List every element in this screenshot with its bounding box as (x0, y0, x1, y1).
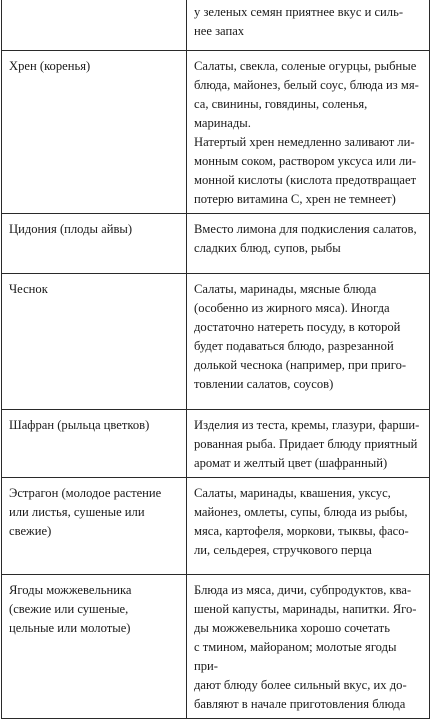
spice-name-cell: Цидония (плоды айвы) (2, 214, 187, 274)
spice-usage-cell: Салаты, свекла, соленые огурцы, рыбные блюда, майонез, белый соус, блюда из мя- са, свинины, говядины, соленья, маринады. Натертый хрен немедленно заливают ли- монным соком, раствором уксуса или ли- монной кислоты (кислота предотвращает потерю витамина С, хрен не темнеет) (187, 51, 430, 214)
spice-usage-cell: Салаты, маринады, квашения, уксус, майонез, омлеты, супы, блюда из рыбы, мяса, картофеля, моркови, тыквы, фасо- ли, сельдерея, стручкового перца (187, 478, 430, 575)
spice-name-cell (2, 0, 187, 51)
spice-name-cell: Хрен (коренья) (2, 51, 187, 214)
table-row (2, 0, 430, 51)
table-row (2, 214, 430, 274)
spice-usage-cell: Блюда из мяса, дичи, субпродуктов, ква- шеной капусты, маринады, напитки. Яго- ды можжевельника хорошо сочетать с тмином, майораном; молотые ягоды при- дают блюду более сильный вкус, их до- бавляют в начале приготовления блюда (187, 575, 430, 719)
table-row (2, 478, 430, 575)
spice-name-cell: Эстрагон (молодое растение или листья, сушеные или свежие) (2, 478, 187, 575)
spice-name-cell: Шафран (рыльца цветков) (2, 410, 187, 478)
spice-usage-cell: Изделия из теста, кремы, глазури, фарши- рованная рыба. Придает блюду приятный аромат и желтый цвет (шафранный) (187, 410, 430, 478)
table-row (2, 51, 430, 214)
spice-usage-cell: у зеленых семян приятнее вкус и силь- нее запах (187, 0, 430, 51)
spice-usage-cell: Салаты, маринады, мясные блюда (особенно из жирного мяса). Иногда достаточно натереть посуду, в которой будет подаваться блюдо, разрезанной долькой чеснока (например, при приго- товлении салатов, соусов) (187, 274, 430, 410)
table-row (2, 410, 430, 478)
spice-usage-cell: Вместо лимона для подкисления салатов, сладких блюд, супов, рыбы (187, 214, 430, 274)
spice-name-cell: Чеснок (2, 274, 187, 410)
spice-usage-table (1, 0, 430, 719)
table-row (2, 274, 430, 410)
table-row (2, 575, 430, 719)
spice-name-cell: Ягоды можжевельника (свежие или сушеные, цельные или молотые) (2, 575, 187, 719)
